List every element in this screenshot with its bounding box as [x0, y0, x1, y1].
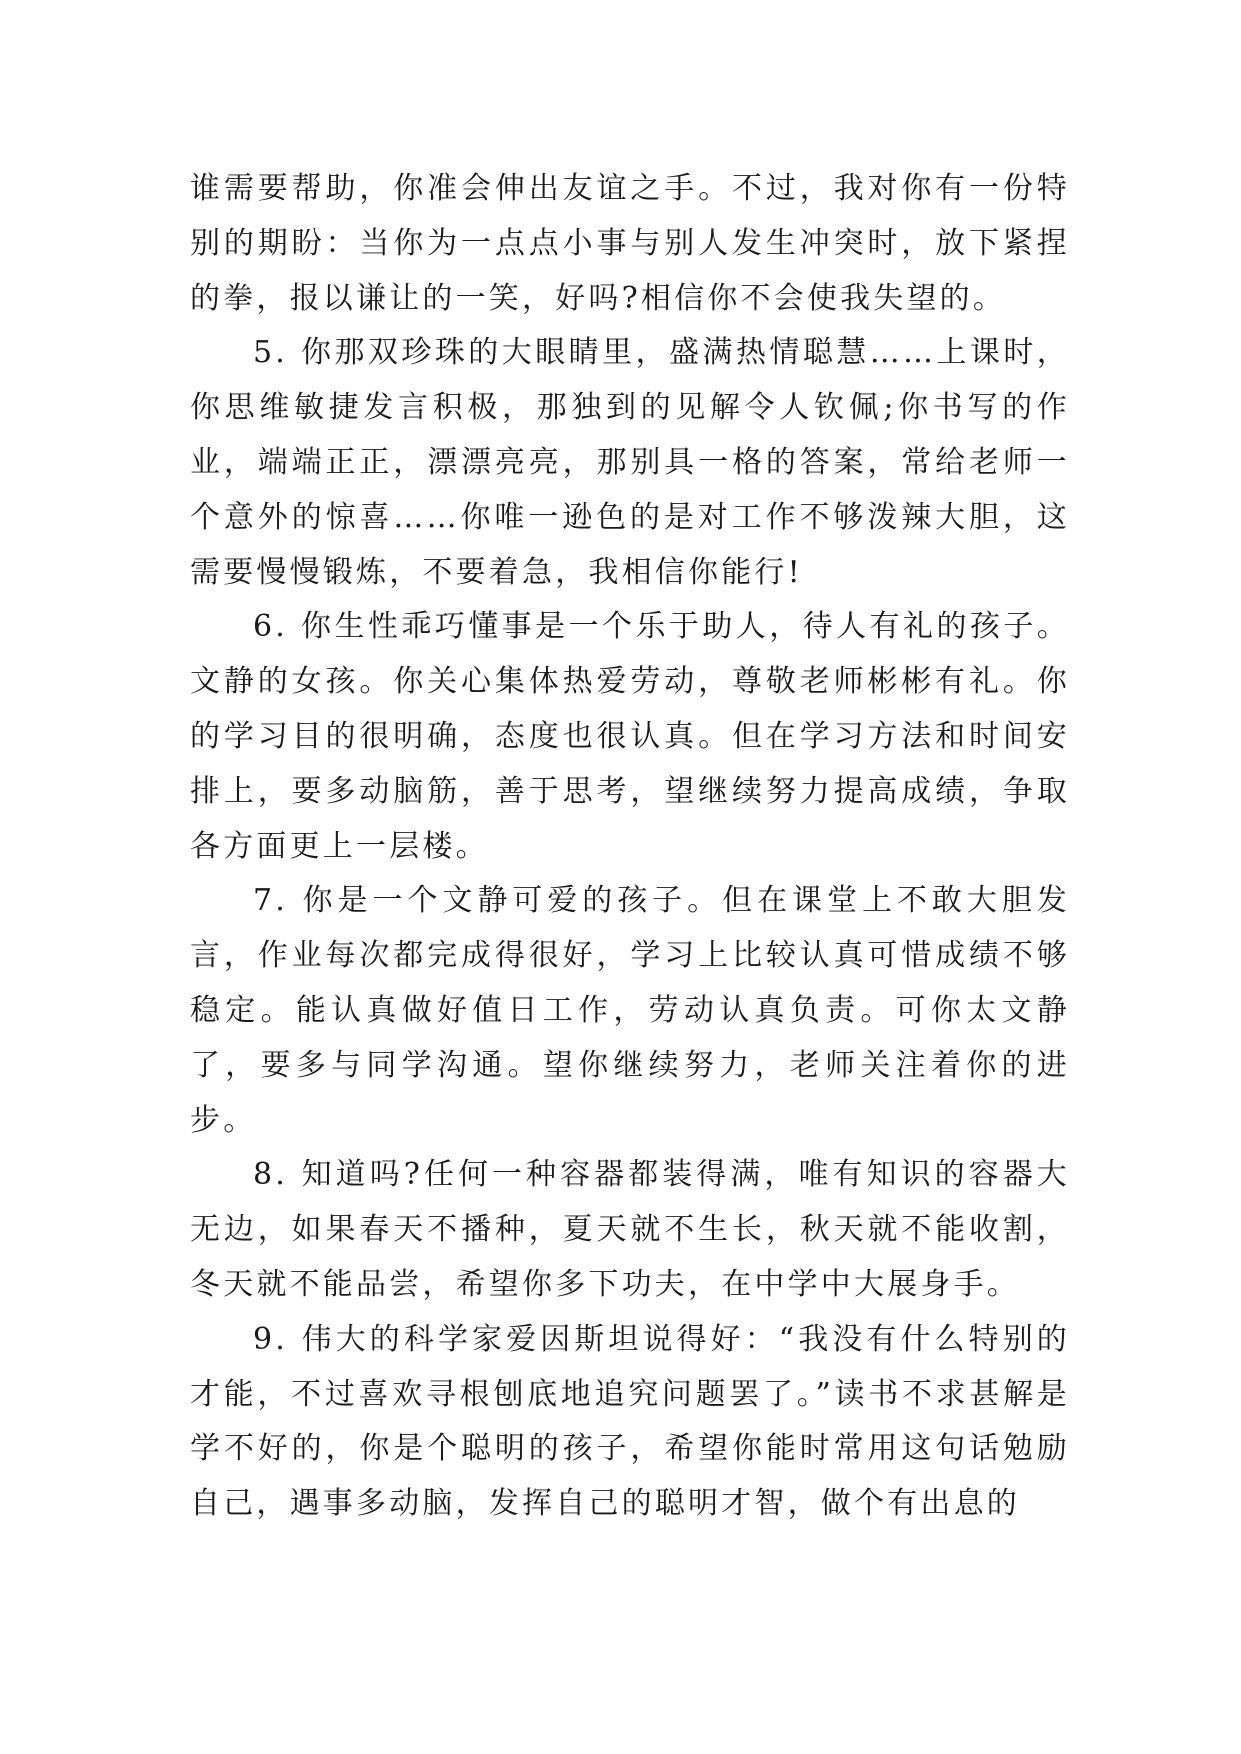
- paragraph-continuation: 谁需要帮助，你准会伸出友谊之手。不过，我对你有一份特别的期盼：当你为一点点小事与别人发生冲突时，放下紧捏的拳，报以谦让的一笑，好吗?相信你不会使我失望的。: [190, 171, 1070, 316]
- paragraph-comment-8: 8. 知道吗?任何一种容器都装得满，唯有知识的容器大无边，如果春天不播种，夏天就不生长，秋天就不能收割，冬天就不能品尝，希望你多下功夫，在中学中大展身手。: [190, 1157, 1070, 1302]
- paragraph-comment-7: 7. 你是一个文静可爱的孩子。但在课堂上不敢大胆发言，作业每次都完成得很好，学习上比较认真可惜成绩不够稳定。能认真做好值日工作，劳动认真负责。可你太文静了，要多与同学沟通。望你继续努力，老师关注着你的进步。: [190, 883, 1070, 1138]
- document-page: [190, 162, 1070, 1532]
- paragraph-comment-9: 9. 伟大的科学家爱因斯坦说得好：“我没有什么特别的才能，不过喜欢寻根刨底地追究问题罢了。”读书不求甚解是学不好的，你是个聪明的孩子，希望你能时常用这句话勉励自己，遇事多动脑，发挥自己的聪明才智，做个有出息的: [190, 1321, 1070, 1522]
- paragraph-comment-5: 5. 你那双珍珠的大眼睛里，盛满热情聪慧……上课时，你思维敏捷发言积极，那独到的见解令人钦佩;你书写的作业，端端正正，漂漂亮亮，那别具一格的答案，常给老师一个意外的惊喜……你唯一逊色的是对工作不够泼辣大胆，这需要慢慢锻炼，不要着急，我相信你能行!: [190, 335, 1070, 590]
- paragraph-comment-6: 6. 你生性乖巧懂事是一个乐于助人，待人有礼的孩子。文静的女孩。你关心集体热爱劳动，尊敬老师彬彬有礼。你的学习目的很明确，态度也很认真。但在学习方法和时间安排上，要多动脑筋，善于思考，望继续努力提高成绩，争取各方面更上一层楼。: [190, 609, 1070, 864]
